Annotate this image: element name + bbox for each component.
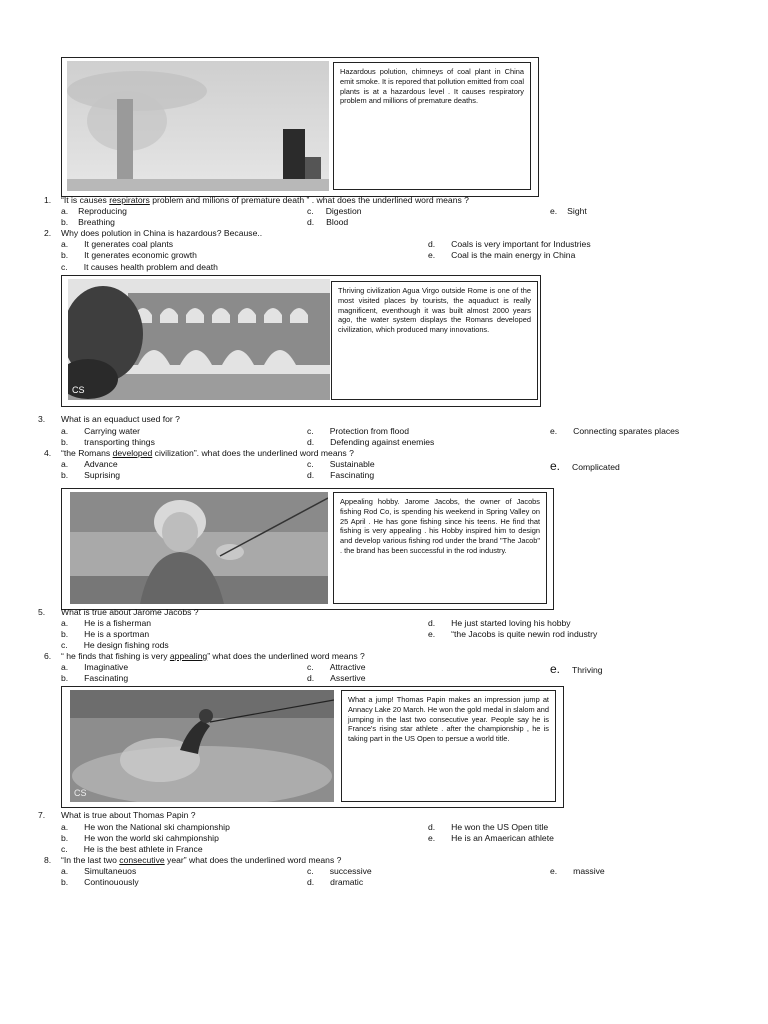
passage-3: Appealing hobby. Jarome Jacobs, the owner of Jacobs fishing Rod Co, is spending his weekend in Spring Valley on 25 April . He has gone fishing since his teens. He find that fishing is very appealing . his Hobby inspired him to design and develop various fishing rod under the brand "The Jacob" . the brand has been successful in the rod industry. bbox=[340, 497, 540, 555]
photo-watermark: CS bbox=[72, 385, 85, 395]
water-ski-photo bbox=[70, 690, 334, 802]
photo-watermark: CS bbox=[74, 788, 87, 798]
q8-option-d[interactable]: d. dramatic bbox=[307, 877, 364, 887]
question-2-text: Why does polution in China is hazardous? Because.. bbox=[61, 228, 263, 238]
q5-option-d[interactable]: d. He just started loving his hobby bbox=[428, 618, 571, 628]
q4-option-b[interactable]: b. Suprising bbox=[61, 470, 120, 480]
q8-option-b[interactable]: b. Continouously bbox=[61, 877, 139, 887]
q3-option-b[interactable]: b. transporting things bbox=[61, 437, 155, 447]
passage-1: Hazardous polution, chimneys of coal plant in China emit smoke. It is repored that pollution emitted from coal plants is at a hazardous level . It causes respiratory problem and millions of premature deaths. bbox=[340, 67, 524, 106]
underlined-word: respirators bbox=[109, 195, 150, 205]
q4-option-a[interactable]: a. Advance bbox=[61, 459, 118, 469]
question-1-number: 1. bbox=[44, 195, 52, 205]
q8-option-c[interactable]: c. successive bbox=[307, 866, 372, 876]
question-3-text: What is an equaduct used for ? bbox=[61, 414, 180, 424]
q6-option-d[interactable]: d. Assertive bbox=[307, 673, 366, 683]
underlined-word: consecutive bbox=[119, 855, 165, 865]
q5-option-a[interactable]: a. He is a fisherman bbox=[61, 618, 152, 628]
q5-option-c[interactable]: c. He design fishing rods bbox=[61, 640, 169, 650]
q7-option-b[interactable]: b. He won the world ski cahmpionship bbox=[61, 833, 219, 843]
question-5-number: 5. bbox=[38, 607, 46, 617]
q1-option-c[interactable]: c. Digestion bbox=[307, 206, 362, 216]
question-7-number: 7. bbox=[38, 810, 46, 820]
q8-option-e[interactable]: e. massive bbox=[550, 866, 605, 876]
q7-option-c[interactable]: c. He is the best athlete in France bbox=[61, 844, 203, 854]
q2-option-d[interactable]: d. Coals is very important for Industries bbox=[428, 239, 591, 249]
fisherman-photo bbox=[70, 492, 328, 604]
q8-option-a[interactable]: a. Simultaneuos bbox=[61, 866, 137, 876]
q2-option-e[interactable]: e. Coal is the main energy in China bbox=[428, 250, 576, 260]
question-4-number: 4. bbox=[44, 448, 52, 458]
q7-option-e[interactable]: e. He is an Amaerican athlete bbox=[428, 833, 554, 843]
passage-text-3 bbox=[333, 492, 547, 604]
passage-text-2 bbox=[331, 281, 538, 400]
q3-option-c[interactable]: c. Protection from flood bbox=[307, 426, 409, 436]
passage-text-4 bbox=[341, 690, 556, 802]
q7-option-d[interactable]: d. He won the US Open title bbox=[428, 822, 549, 832]
q3-option-a[interactable]: a. Carrying water bbox=[61, 426, 141, 436]
q4-option-e[interactable]: e. Complicated bbox=[550, 459, 620, 473]
q6-option-b[interactable]: b. Fascinating bbox=[61, 673, 129, 683]
q6-option-a[interactable]: a. Imaginative bbox=[61, 662, 129, 672]
q1-option-e[interactable]: e. Sight bbox=[550, 206, 587, 216]
passage-4: What a jump! Thomas Papin makes an impression jump at Annacy Lake 20 March. He won the gold medal in slalom and jumping in the last two consecutive year. People say he is France's rising star athlete . after the championship , he is taking part in the US Open to persue a world title. bbox=[348, 695, 549, 744]
passage-2: Thriving civilization Agua Virgo outside Rome is one of the most visited places by tourists, the aquaduct is really magnificent, eventhough it was built almost 2000 years ago, the water system displays the Romans developed civilization, which produced many innovations. bbox=[338, 286, 531, 335]
question-5-text: What is true about Jarome Jacobs ? bbox=[61, 607, 199, 617]
q2-option-a[interactable]: a. It generates coal plants bbox=[61, 239, 174, 249]
q3-option-e[interactable]: e. Connecting sparates places bbox=[550, 426, 680, 436]
underlined-word: appealing bbox=[169, 651, 208, 661]
aqueduct-photo bbox=[68, 279, 330, 400]
q1-option-a[interactable]: a. Reproducing bbox=[61, 206, 127, 216]
question-6-number: 6. bbox=[44, 651, 52, 661]
q6-option-c[interactable]: c. Attractive bbox=[307, 662, 366, 672]
q5-option-b[interactable]: b. He is a sportman bbox=[61, 629, 150, 639]
q6-option-e[interactable]: e. Thriving bbox=[550, 662, 603, 676]
q1-option-b[interactable]: b. Breathing bbox=[61, 217, 115, 227]
q1-option-d[interactable]: d. Blood bbox=[307, 217, 349, 227]
underlined-word: developed bbox=[112, 448, 153, 458]
question-4-text: “the Romans developed civilization”. what does the underlined word means ? bbox=[61, 448, 354, 458]
q7-option-a[interactable]: a. He won the National ski championship bbox=[61, 822, 230, 832]
question-2-number: 2. bbox=[44, 228, 52, 238]
question-8-number: 8. bbox=[44, 855, 52, 865]
question-3-number: 3. bbox=[38, 414, 46, 424]
question-8-text: “In the last two consecutive year” what does the underlined word means ? bbox=[61, 855, 342, 865]
question-1-text: “It is causes respirators problem and milions of premature death ” . what does the underlined word means ? bbox=[61, 195, 469, 205]
coal-plant-photo bbox=[67, 61, 329, 191]
q5-option-e[interactable]: e. “the Jacobs is quite newin rod industry bbox=[428, 629, 598, 639]
passage-text-1 bbox=[333, 62, 531, 190]
q3-option-d[interactable]: d. Defending against enemies bbox=[307, 437, 435, 447]
question-6-text: “ he finds that fishing is very appealing” what does the underlined word means ? bbox=[61, 651, 365, 661]
question-7-text: What is true about Thomas Papin ? bbox=[61, 810, 196, 820]
q2-option-b[interactable]: b. It generates economic growth bbox=[61, 250, 197, 260]
q4-option-c[interactable]: c. Sustainable bbox=[307, 459, 375, 469]
q2-option-c[interactable]: c. It causes health problem and death bbox=[61, 262, 218, 272]
q4-option-d[interactable]: d. Fascinating bbox=[307, 470, 375, 480]
